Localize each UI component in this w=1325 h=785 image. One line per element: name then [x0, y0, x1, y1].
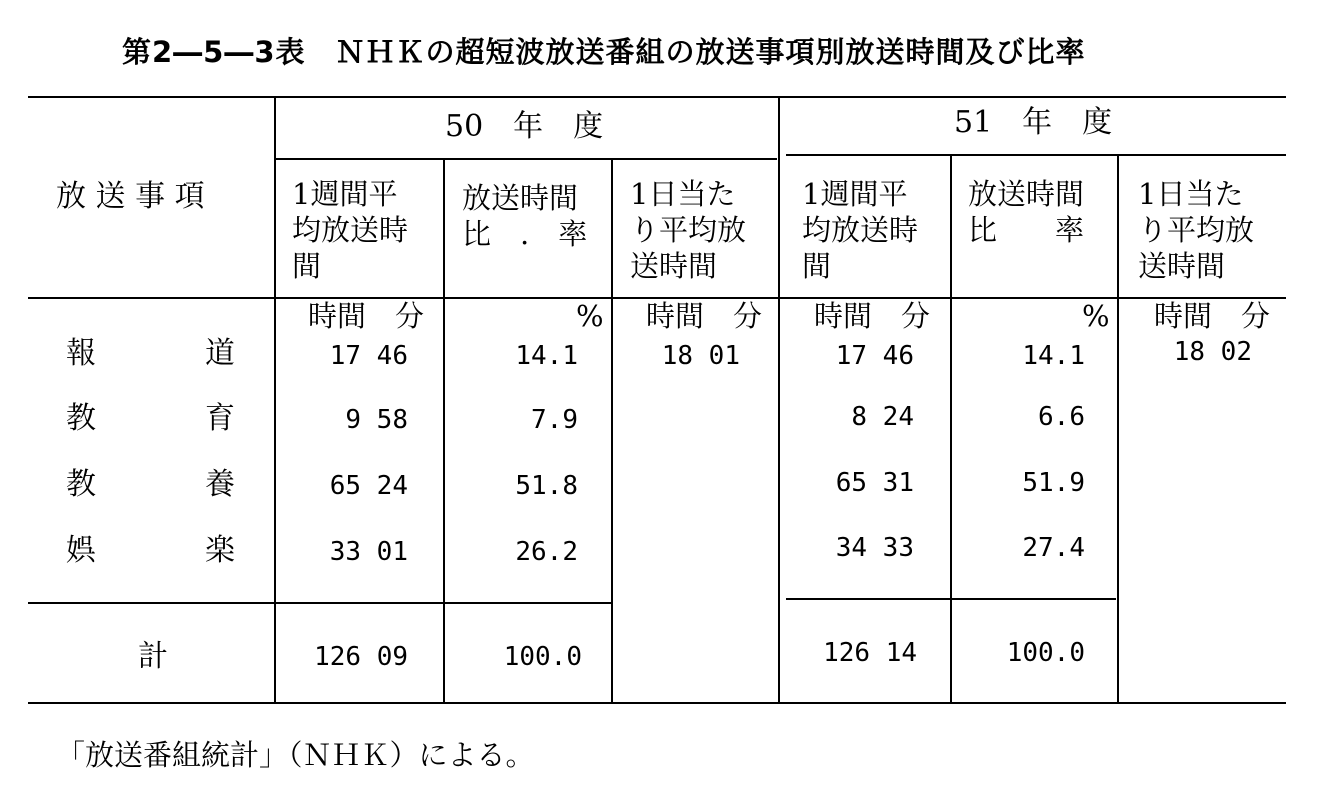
- ratio-header-50: 放送時間 比 . 率: [462, 181, 588, 251]
- total-ratio-50: 100.0: [503, 642, 582, 672]
- daily-50-cell: 18 01: [661, 341, 740, 371]
- unit-pct-51: %: [1082, 299, 1110, 333]
- ratio-51-cell: 6.6: [1038, 402, 1085, 432]
- row-label-char-2: 養: [205, 467, 235, 502]
- table-top-rule: [28, 96, 1286, 98]
- row-label-header: 放 送 事 項: [56, 179, 205, 214]
- weekly-50-cell: 9 58: [345, 405, 408, 435]
- daily-hours-header-50: 1日当た り平均放 送時間: [630, 177, 747, 283]
- daily-hours-header-51: 1日当た り平均放 送時間: [1138, 177, 1255, 283]
- total-label: 計: [138, 639, 168, 674]
- row-label-char-2: 道: [205, 336, 235, 371]
- ratio-51-cell: 51.9: [1022, 468, 1085, 498]
- year-divider-50: [275, 158, 777, 160]
- row-label-char-1: 教: [66, 401, 96, 436]
- weekly-50-cell: 17 46: [329, 341, 408, 371]
- year-51-header: 51 年 度: [954, 105, 1113, 140]
- col-divider-6: [1117, 155, 1119, 703]
- row-label-char-1: 娯: [66, 533, 96, 568]
- year-divider-51: [786, 154, 1286, 156]
- unit-hm-weekly-51: 時間 分: [814, 299, 931, 333]
- total-rule-50: [28, 602, 611, 604]
- daily-51-cell: 18 02: [1173, 337, 1252, 367]
- col-divider-2: [443, 159, 445, 703]
- year-50-header: 50 年 度: [445, 109, 604, 144]
- col-divider-4: [778, 97, 780, 703]
- unit-pct-50: %: [576, 299, 604, 333]
- table-bottom-rule: [28, 702, 1286, 704]
- source-note: 「放送番組統計」（ＮＨＫ）による。: [56, 738, 535, 772]
- unit-hm-daily-51: 時間 分: [1154, 299, 1271, 333]
- total-weekly-51: 126 14: [823, 638, 917, 668]
- ratio-50-cell: 51.8: [515, 471, 578, 501]
- ratio-50-cell: 7.9: [531, 405, 578, 435]
- weekly-51-cell: 65 31: [835, 468, 914, 498]
- row-label-char-1: 教: [66, 467, 96, 502]
- total-ratio-51: 100.0: [1006, 638, 1085, 668]
- col-divider-1: [274, 97, 276, 703]
- ratio-header-51: 放送時間 比 率: [968, 177, 1085, 247]
- row-label-char-2: 育: [205, 401, 235, 436]
- weekly-hours-header-51: 1週間平 均放送時 間: [802, 177, 919, 283]
- table-title: 第2―5―3表 ＮＨＫの超短波放送番組の放送事項別放送時間及び比率: [122, 35, 1086, 69]
- weekly-51-cell: 34 33: [835, 533, 914, 563]
- row-label-char-2: 楽: [205, 533, 235, 568]
- total-weekly-50: 126 09: [314, 642, 408, 672]
- ratio-50-cell: 14.1: [515, 341, 578, 371]
- ratio-51-cell: 14.1: [1022, 341, 1085, 371]
- ratio-50-cell: 26.2: [515, 537, 578, 567]
- weekly-51-cell: 17 46: [835, 341, 914, 371]
- col-divider-3: [611, 159, 613, 703]
- weekly-50-cell: 33 01: [329, 537, 408, 567]
- weekly-hours-header-50: 1週間平 均放送時 間: [292, 177, 409, 283]
- unit-hm-daily-50: 時間 分: [646, 299, 763, 333]
- col-divider-5: [950, 155, 952, 703]
- weekly-51-cell: 8 24: [851, 402, 914, 432]
- row-label-char-1: 報: [66, 336, 96, 371]
- weekly-50-cell: 65 24: [329, 471, 408, 501]
- unit-hm-weekly-50: 時間 分: [308, 299, 425, 333]
- ratio-51-cell: 27.4: [1022, 533, 1085, 563]
